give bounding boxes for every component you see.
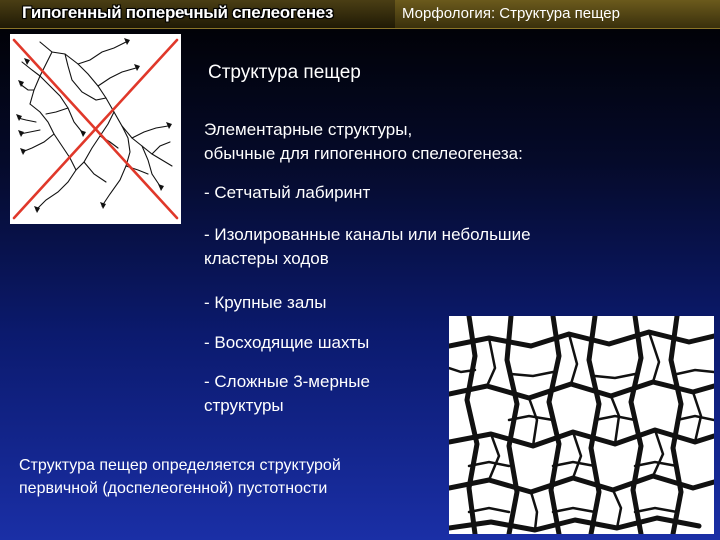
list-item — [204, 181, 370, 205]
conclusion-line: первичной (доспелеогенной) пустотности — [19, 480, 328, 497]
list-item-text: - Сложные 3-мерные — [204, 372, 370, 391]
branching-cave-map-drawing — [10, 34, 181, 224]
list-item-text: - Сетчатый лабиринт — [204, 183, 371, 202]
maze-network-drawing — [449, 316, 714, 534]
header-title: Гипогенный поперечный спелеогенез — [22, 3, 334, 22]
branching-cave-map — [10, 34, 181, 224]
list-item-text: структуры — [204, 396, 284, 415]
conclusion-text — [19, 454, 341, 500]
list-item-text: - Восходящие шахты — [204, 333, 370, 352]
list-item — [204, 291, 326, 315]
intro-line: обычные для гипогенного спелеогенеза: — [204, 144, 523, 163]
intro-text — [204, 118, 523, 166]
slide-heading: Структура пещер — [208, 62, 361, 83]
conclusion-line: Структура пещер определяется структурой — [19, 457, 341, 474]
list-item-text: кластеры ходов — [204, 249, 329, 268]
list-item — [204, 370, 370, 418]
header-subtitle: Морфология: Структура пещер — [402, 5, 620, 22]
list-item — [204, 331, 369, 355]
intro-line: Элементарные структуры, — [204, 120, 413, 139]
list-item-text: - Изолированные каналы или небольшие — [204, 225, 531, 244]
list-item-text: - Крупные залы — [204, 293, 327, 312]
maze-network-map — [449, 316, 714, 534]
list-item — [204, 223, 531, 271]
